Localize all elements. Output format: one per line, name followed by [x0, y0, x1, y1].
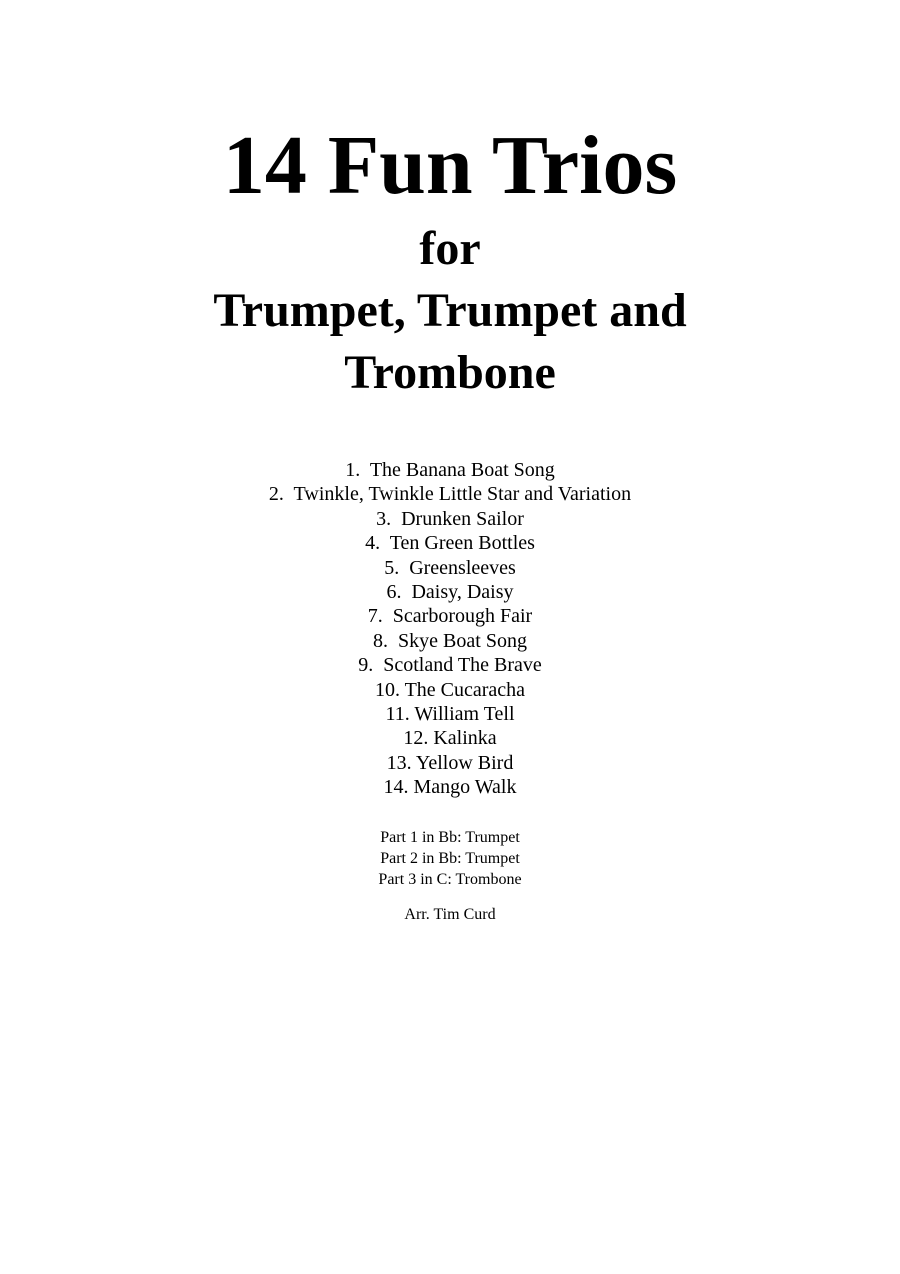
song-item: 11. William Tell [385, 703, 515, 726]
song-item: 1. The Banana Boat Song [345, 459, 555, 481]
song-item: 13. Yellow Bird [386, 751, 514, 774]
subtitle-line-instruments: Trumpet, Trumpet and [213, 284, 687, 337]
song-item: 10. The Cucaracha [374, 678, 526, 701]
song-item: 4. Ten Green Bottles [365, 532, 535, 555]
song-item: 2. Twinkle, Twinkle Little Star and Variation [268, 483, 632, 506]
song-item: 8. Skye Boat Song [373, 629, 527, 652]
song-item: 9. Scotland The Brave [358, 654, 542, 677]
part-item: Part 2 in Bb: Trumpet [380, 850, 520, 867]
parts-list [0, 827, 900, 890]
song-item: 14. Mango Walk [383, 776, 517, 799]
song-item: 12. Kalinka [403, 727, 497, 750]
page-subtitle [0, 218, 900, 404]
song-list [0, 458, 900, 800]
part-item: Part 1 in Bb: Trumpet [380, 829, 520, 846]
subtitle-line-for: for [419, 222, 481, 275]
page-title: 14 Fun Trios [222, 119, 678, 212]
song-item: 3. Drunken Sailor [376, 507, 524, 530]
part-item: Part 3 in C: Trombone [378, 871, 522, 888]
song-item: 7. Scarborough Fair [367, 605, 533, 628]
subtitle-line-trombone: Trombone [344, 346, 556, 399]
arranger-credit: Arr. Tim Curd [404, 906, 496, 923]
song-item: 6. Daisy, Daisy [386, 581, 514, 604]
song-item: 5. Greensleeves [384, 556, 516, 579]
